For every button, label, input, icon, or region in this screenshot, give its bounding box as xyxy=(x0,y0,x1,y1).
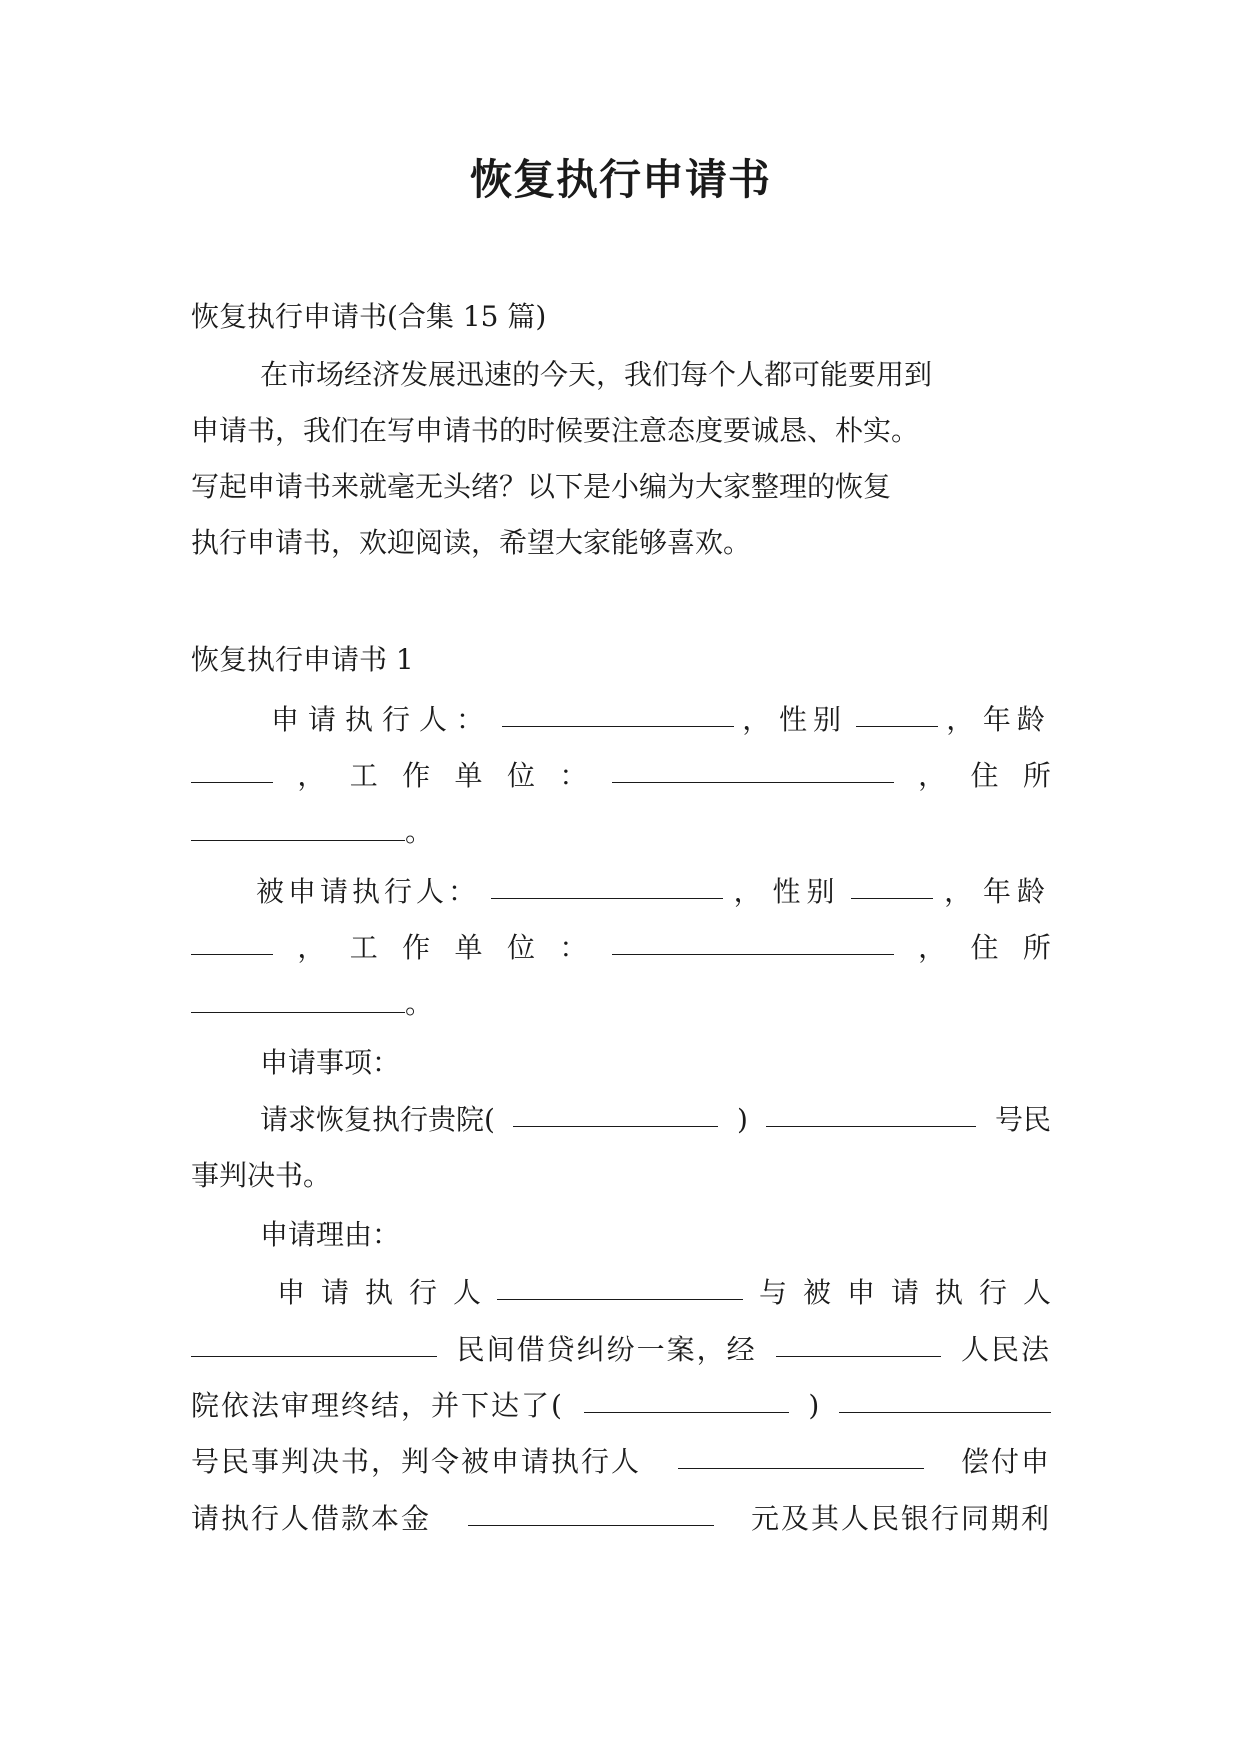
case-number-blank[interactable] xyxy=(766,1100,976,1127)
sex-label: 性别 xyxy=(772,875,841,908)
reason-text: 元及其人民银行同期利 xyxy=(750,1502,1051,1535)
court-name-blank[interactable] xyxy=(776,1330,941,1357)
respondent-name-blank[interactable] xyxy=(491,872,723,899)
period: 。 xyxy=(405,815,434,848)
reason-text: 被 xyxy=(802,1276,831,1309)
reason-line-5 xyxy=(191,1499,1051,1539)
reason-line-2 xyxy=(191,1330,1051,1370)
applicant-sex-blank[interactable] xyxy=(856,700,938,727)
comma: ， xyxy=(742,703,771,736)
reason-text: 人民法 xyxy=(960,1333,1051,1366)
document-title: 恢复执行申请书 xyxy=(469,155,771,204)
work-unit-label: 单 xyxy=(454,759,483,792)
sex-label: 性别 xyxy=(778,703,847,736)
reason-text: 申 xyxy=(846,1276,875,1309)
applicant-line-2 xyxy=(191,756,1051,796)
reason-text: 申 xyxy=(277,1276,306,1309)
applicant-line-3 xyxy=(191,812,1051,852)
respondent-sex-blank[interactable] xyxy=(851,872,933,899)
reason-text: 偿付申 xyxy=(960,1445,1051,1478)
work-unit-label: 作 xyxy=(402,759,431,792)
comma: ， xyxy=(944,875,973,908)
respondent-name-blank[interactable] xyxy=(191,1330,437,1357)
comma: ， xyxy=(297,759,326,792)
reason-text: ) xyxy=(808,1389,820,1422)
judgment-year-blank[interactable] xyxy=(584,1386,789,1413)
intro-paragraph-line-4: 执行申请书，欢迎阅读，希望大家能够喜欢。 xyxy=(191,526,752,559)
comma: ， xyxy=(733,875,762,908)
reason-text: 人 xyxy=(453,1276,482,1309)
work-unit-label: ： xyxy=(559,931,588,964)
comma: ， xyxy=(297,931,326,964)
applicant-name-blank[interactable] xyxy=(502,700,734,727)
reason-text: 与 xyxy=(758,1276,787,1309)
case-year-blank[interactable] xyxy=(513,1100,718,1127)
work-unit-label: 工 xyxy=(349,931,378,964)
applicant-age-blank[interactable] xyxy=(191,756,273,783)
residence-label: 所 xyxy=(1022,759,1051,792)
respondent-line-3 xyxy=(191,984,1051,1024)
matters-line-1 xyxy=(260,1100,1051,1140)
respondent-line-1 xyxy=(256,872,1051,912)
respondent-work-unit-blank[interactable] xyxy=(612,928,894,955)
judgment-number-blank[interactable] xyxy=(839,1386,1051,1413)
matters-text: 号民 xyxy=(994,1103,1051,1136)
reason-text: 院依法审理终结，并下达了( xyxy=(191,1389,564,1422)
age-label: 年龄 xyxy=(982,703,1051,736)
reason-text: 号民事判决书，判令被申请执行人 xyxy=(191,1445,642,1478)
reason-line-1 xyxy=(277,1273,1051,1313)
reason-label: 申请理由： xyxy=(260,1218,401,1251)
applicant-work-unit-blank[interactable] xyxy=(612,756,894,783)
work-unit-label: 工 xyxy=(349,759,378,792)
applicant-label: 申请执行人： xyxy=(271,703,494,736)
respondent-age-blank[interactable] xyxy=(191,928,273,955)
respondent-residence-blank[interactable] xyxy=(191,986,405,1013)
work-unit-label: 位 xyxy=(506,931,535,964)
reason-text: 人 xyxy=(1022,1276,1051,1309)
section-heading: 恢复执行申请书 1 xyxy=(191,643,414,676)
reason-text: 请 xyxy=(321,1276,350,1309)
applicant-line-1 xyxy=(271,700,1051,740)
reason-text: 行 xyxy=(409,1276,438,1309)
work-unit-label: ： xyxy=(559,759,588,792)
residence-label: 住 xyxy=(970,759,999,792)
work-unit-label: 单 xyxy=(454,931,483,964)
comma: ， xyxy=(946,703,975,736)
reason-line-3 xyxy=(191,1386,1051,1426)
intro-paragraph-line-1: 在市场经济发展迅速的今天，我们每个人都可能要用到 xyxy=(260,358,933,391)
intro-paragraph-line-3: 写起申请书来就毫无头绪？以下是小编为大家整理的恢复 xyxy=(191,470,892,503)
applicant-name-blank[interactable] xyxy=(497,1273,743,1300)
reason-text: 执 xyxy=(934,1276,963,1309)
respondent-name-blank[interactable] xyxy=(678,1442,924,1469)
principal-amount-blank[interactable] xyxy=(468,1499,714,1526)
applicant-residence-blank[interactable] xyxy=(191,814,405,841)
reason-text: 民间借贷纠纷一案，经 xyxy=(456,1333,757,1366)
matters-text: 请求恢复执行贵院( xyxy=(260,1103,495,1136)
respondent-line-2 xyxy=(191,928,1051,968)
matters-line-2: 事判决书。 xyxy=(191,1159,332,1192)
intro-heading: 恢复执行申请书(合集 15 篇) xyxy=(191,300,547,333)
intro-paragraph-line-2: 申请书，我们在写申请书的时候要注意态度要诚恳、朴实。 xyxy=(191,414,920,447)
period: 。 xyxy=(405,987,434,1020)
respondent-label: 被申请执行人： xyxy=(256,875,481,908)
reason-text: 请 xyxy=(890,1276,919,1309)
matters-label: 申请事项： xyxy=(260,1046,401,1079)
reason-line-4 xyxy=(191,1442,1051,1482)
work-unit-label: 作 xyxy=(402,931,431,964)
residence-label: 所 xyxy=(1022,931,1051,964)
matters-text: ) xyxy=(736,1103,748,1136)
work-unit-label: 位 xyxy=(506,759,535,792)
comma: ， xyxy=(918,931,947,964)
age-label: 年龄 xyxy=(982,875,1051,908)
reason-text: 请执行人借款本金 xyxy=(191,1502,432,1535)
reason-text: 行 xyxy=(978,1276,1007,1309)
reason-text: 执 xyxy=(365,1276,394,1309)
residence-label: 住 xyxy=(970,931,999,964)
comma: ， xyxy=(918,759,947,792)
